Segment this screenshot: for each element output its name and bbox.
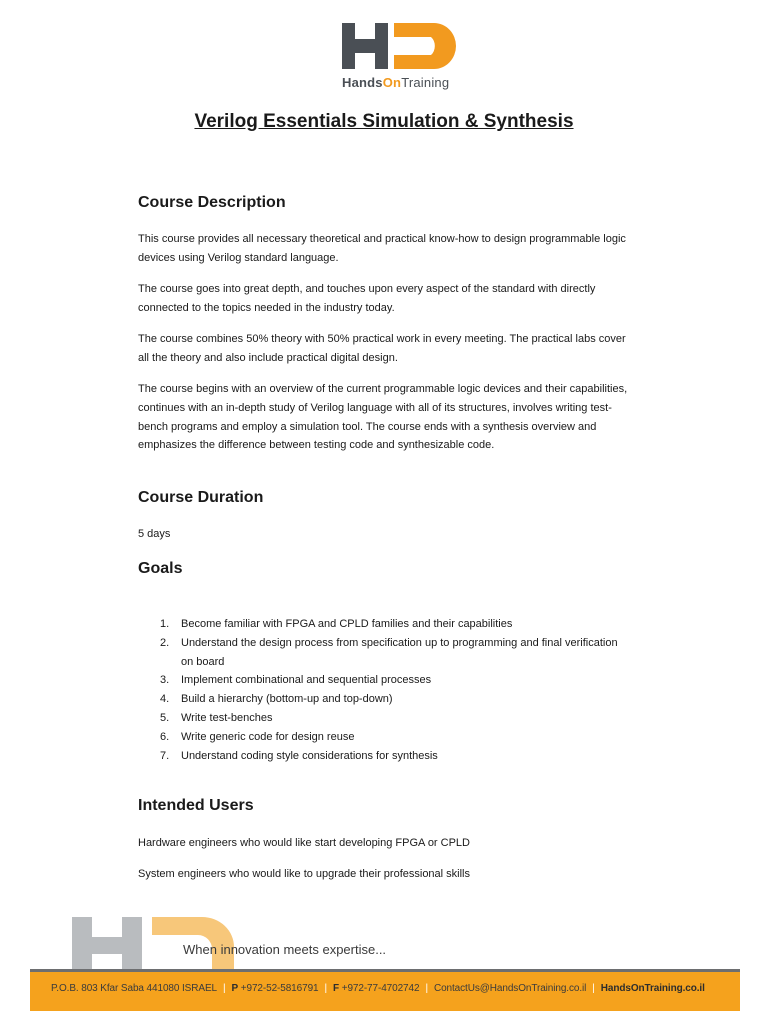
footer-email-link[interactable]: ContactUs@HandsOnTraining.co.il <box>433 983 587 994</box>
intended-user-item: System engineers who would like to upgrade their professional skills <box>138 868 471 880</box>
brand-wordmark: HandsOnTraining <box>342 75 450 90</box>
intended-users-heading: Intended Users <box>138 797 254 814</box>
goal-item: 3. Implement combinational and sequential processes <box>160 674 432 687</box>
course-duration-value: 5 days <box>138 528 171 540</box>
document-title: Verilog Essentials Simulation & Synthesis <box>194 111 574 132</box>
phone-label: P <box>231 983 239 994</box>
goals-list <box>138 615 618 765</box>
goal-item: 2. Understand the design process from specification up to programming and final verification on board <box>160 636 618 668</box>
description-paragraph: The course goes into great depth, and touches upon every aspect of the standard with directly connected to the topics needed in the industry today. <box>138 283 596 314</box>
fax-label: F <box>333 983 340 994</box>
goal-item: 4. Build a hierarchy (bottom-up and top-down) <box>160 693 393 706</box>
intended-user-item: Hardware engineers who would like start developing FPGA or CPLD <box>138 837 470 849</box>
goal-item: 7. Understand coding style considerations for synthesis <box>160 749 438 762</box>
course-description-heading: Course Description <box>138 194 286 211</box>
goal-item: 6. Write generic code for design reuse <box>160 730 355 743</box>
footer-tagline: When innovation meets expertise... <box>183 942 387 957</box>
footer-contact-bar <box>30 969 740 1011</box>
footer-phone[interactable]: +972-52-5816791 <box>240 983 319 994</box>
goals-heading: Goals <box>138 560 183 577</box>
description-paragraph: The course begins with an overview of the current programmable logic devices and their capabilities, continues with an in-depth study of Verilog language with all of its structures, involves writing test-bench programs and employ a simulation tool. The course ends with a synthesis overview and emphasizes the difference between testing code and synthesizable code. <box>138 383 628 452</box>
footer-fax: +972-77-4702742 <box>341 983 420 994</box>
description-paragraph: The course combines 50% theory with 50% practical work in every meeting. The practical labs cover all the theory and also include practical digital design. <box>138 333 626 364</box>
goal-item: 5. Write test-benches <box>160 711 273 724</box>
description-paragraph: This course provides all necessary theoretical and practical know-how to design programmable logic devices using Verilog standard language. <box>138 233 626 264</box>
course-duration-heading: Course Duration <box>138 489 264 506</box>
footer-address: P.O.B. 803 Kfar Saba 441080 ISRAEL <box>51 983 217 994</box>
goal-item: 1. Become familiar with FPGA and CPLD families and their capabilities <box>160 618 513 630</box>
footer-contact-line: P.O.B. 803 Kfar Saba 441080 ISRAEL | P +972-52-5816791 | F +972-77-4702742 | ContactUs@HandsOnTraining.co.il | HandsOnTraining.co.il <box>51 983 705 994</box>
footer-website-link[interactable]: HandsOnTraining.co.il <box>600 983 705 994</box>
